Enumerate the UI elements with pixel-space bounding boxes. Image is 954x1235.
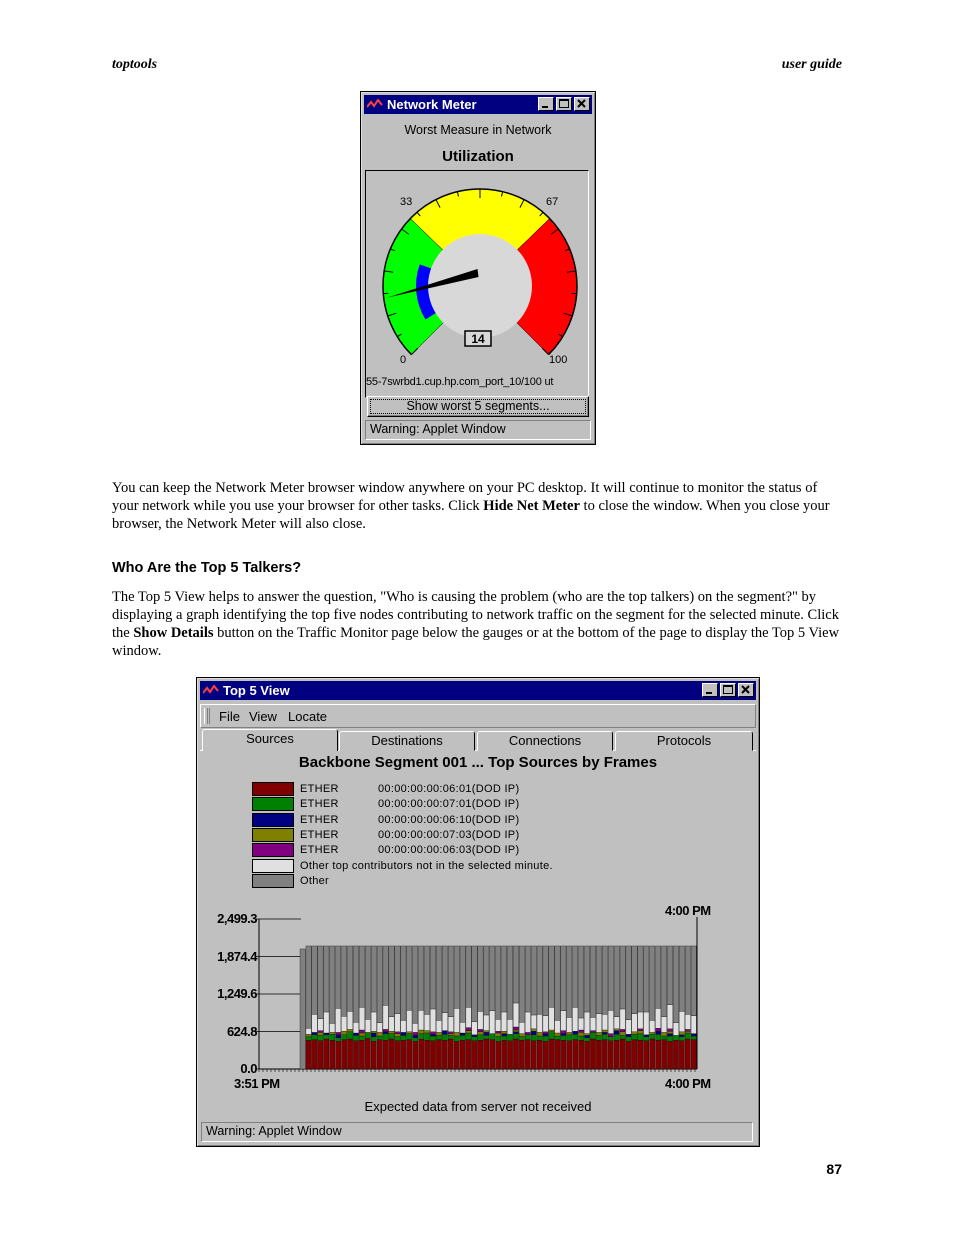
- app-icon: [367, 99, 383, 110]
- tab-sources[interactable]: Sources: [202, 729, 338, 751]
- legend-address: 00:00:00:00:06:10(DOD IP): [378, 813, 520, 826]
- legend-label: Other: [300, 874, 330, 887]
- network-meter-titlebar[interactable]: [364, 95, 592, 114]
- minimize-icon[interactable]: [702, 683, 718, 697]
- tick-33-label: 33: [400, 196, 413, 208]
- maximize-icon[interactable]: [556, 97, 572, 111]
- applet-warning: Warning: Applet Window: [365, 420, 591, 440]
- para2-text-a: The Top 5 View helps to answer the question, "Who is causing the problem (who are the top talkers) on the segment?" by displaying a graph identifying the top five nodes contributing to network traffic on the segment for the selected minute. Click the: [112, 589, 839, 641]
- y-tick-label: 1,249.6: [217, 986, 257, 1001]
- tab-protocols[interactable]: Protocols: [615, 731, 753, 751]
- top5-window: [196, 677, 760, 1147]
- tick-67-label: 67: [546, 196, 559, 208]
- utilization-gauge: [366, 171, 588, 397]
- minimize-icon[interactable]: [538, 97, 554, 111]
- max-label: 100: [549, 354, 568, 366]
- menubar: [200, 704, 756, 728]
- legend-type: ETHER: [300, 783, 339, 795]
- legend-swatch: [252, 843, 294, 857]
- section-title: Who Are the Top 5 Talkers?: [112, 560, 302, 576]
- x-top-label: 4:00 PM: [665, 903, 711, 918]
- paragraph-top5: [112, 588, 844, 660]
- page-number: 87: [826, 1161, 842, 1177]
- x-start-label: 3:51 PM: [234, 1076, 280, 1091]
- paragraph-network-meter: [112, 479, 844, 533]
- legend-swatch: [252, 874, 294, 888]
- min-label: 0: [400, 354, 407, 366]
- y-tick-label: 624.8: [226, 1023, 257, 1039]
- window-title: Top 5 View: [223, 683, 290, 698]
- top5-titlebar[interactable]: [200, 681, 756, 700]
- legend-swatch: [252, 813, 294, 827]
- show-worst-5-button[interactable]: Show worst 5 segments...: [367, 396, 589, 417]
- header-right: user guide: [781, 57, 842, 72]
- menubar-grip-icon[interactable]: [204, 708, 210, 724]
- para2-bold: Show Details: [133, 625, 214, 641]
- network-meter-window: [360, 91, 596, 445]
- meter-measure: Utilization: [442, 148, 514, 165]
- legend-address: 00:00:00:00:06:03(DOD IP): [378, 844, 520, 857]
- menu-locate[interactable]: Locate: [288, 709, 328, 724]
- server-message: Expected data from server not received: [364, 1099, 592, 1114]
- applet-warning: Warning: Applet Window: [201, 1122, 753, 1142]
- close-icon[interactable]: [574, 97, 590, 111]
- close-icon[interactable]: [738, 683, 754, 697]
- gauge-hub: [428, 234, 532, 338]
- legend-address: 00:00:00:00:07:01(DOD IP): [378, 798, 520, 811]
- y-tick-label: 1,874.4: [217, 948, 257, 964]
- window-title: Network Meter: [387, 97, 477, 112]
- para1-bold: Hide Net Meter: [483, 498, 580, 514]
- legend-type: ETHER: [300, 798, 339, 811]
- chart-title: Backbone Segment 001 ... Top Sources by Frames: [298, 754, 658, 771]
- legend-label: Other top contributors not in the selected minute.: [300, 859, 553, 872]
- x-end-label: 4:00 PM: [665, 1076, 711, 1091]
- meter-subtitle: Worst Measure in Network: [404, 123, 552, 137]
- y-tick-label: 0.0: [240, 1061, 257, 1076]
- gauge-panel: [365, 170, 589, 398]
- legend-address: 00:00:00:00:07:03(DOD IP): [378, 828, 520, 841]
- legend-swatch: [252, 797, 294, 811]
- legend-type: ETHER: [300, 828, 339, 841]
- header-left: toptools: [112, 57, 158, 72]
- legend-swatch: [252, 859, 294, 873]
- legend-type: ETHER: [300, 844, 339, 857]
- legend-address: 00:00:00:00:06:01(DOD IP): [378, 783, 520, 795]
- value-label: 14: [471, 332, 485, 346]
- segment-name: 55-7swrbd1.cup.hp.com_port_10/100 ut: [366, 376, 554, 388]
- app-icon: [203, 685, 219, 696]
- legend-type: ETHER: [300, 813, 339, 826]
- legend-swatch: [252, 782, 294, 796]
- legend: [197, 782, 757, 892]
- para2-text-b: button on the Traffic Monitor page below the gauges or at the bottom of the page to display the Top 5 View window.: [112, 625, 840, 659]
- menu-file[interactable]: File: [219, 709, 240, 724]
- para1-text-b: to close the window. When you close your browser, the Network Meter will also close.: [112, 498, 830, 532]
- menu-view[interactable]: View: [249, 709, 277, 724]
- maximize-icon[interactable]: [720, 683, 736, 697]
- legend-swatch: [252, 828, 294, 842]
- tab-destinations[interactable]: Destinations: [339, 731, 475, 751]
- tab-connections[interactable]: Connections: [477, 731, 613, 751]
- para1-text-a: You can keep the Network Meter browser window anywhere on your PC desktop. It will continue to monitor the status of your network while you use your browser for other tasks. Click: [112, 480, 818, 514]
- y-tick-label: 2,499.3: [217, 911, 257, 926]
